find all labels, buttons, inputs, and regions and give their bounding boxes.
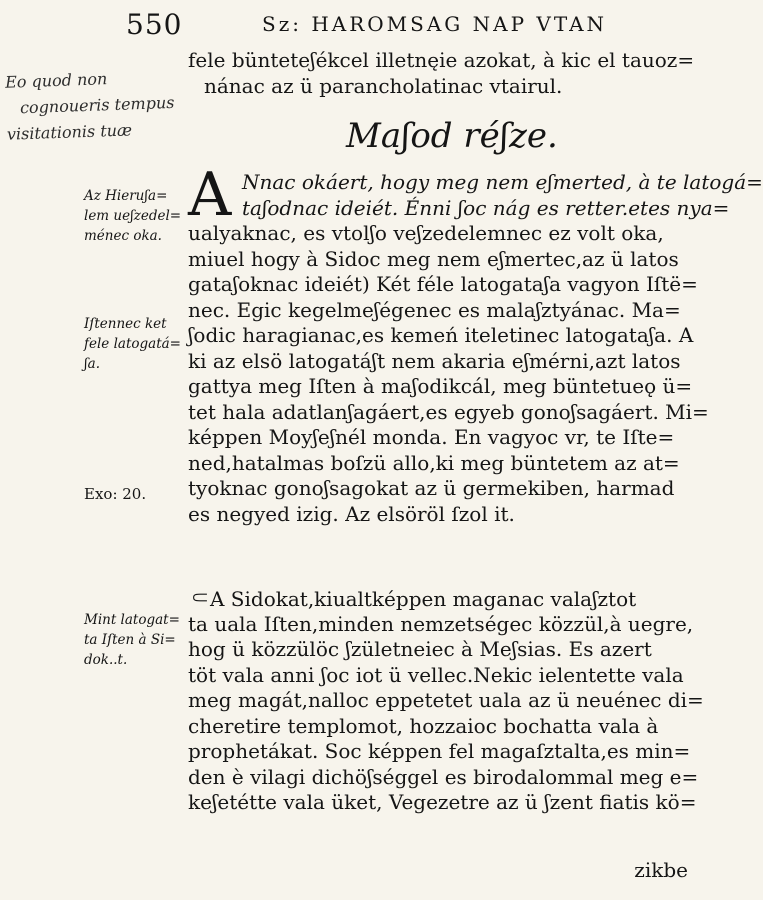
text-line: nec. Egic kegelmeʃégenec es malaʃztyánac. Ma= [188,297,681,322]
margin-note [84,314,184,374]
margin-note [84,610,184,670]
text-line: meg magát,nalloc eppetetet uala az ü neuénec di= [188,688,704,712]
margin-note-line: ta Iſten à Si= [84,632,176,648]
margin-note [84,186,184,246]
continued-text [188,48,702,99]
text-line: nánac az ü parancholatinac vtairul. [204,73,563,98]
text-line: ki az elsö latogatáʃt nem akaria eʃmérni,azt latos [188,348,681,373]
margin-note-line: Exo: 20. [84,485,147,503]
margin-note-line: fele latogatá= [84,336,181,352]
text-line: den è vilagi dichöʃséggel es birodalommal meg e= [188,764,699,789]
margin-note-line: Iſtennec ket [84,316,167,332]
text-line: miuel hogy à Sidoc meg nem eʃmertec,az ü latos [188,246,679,271]
text-line [188,586,702,612]
text-line: ualyaknac, es vtolʃo veʃzedelemnec ez volt oka, [188,221,664,245]
section-title: Maʃod réʃze. [346,116,558,156]
text-line: ta uala Iſten,minden nemzetségec közzül,à uegre, [188,611,694,636]
handwritten-line: visitationis tuæ [6,120,133,144]
text-line: es negyed izig. Az elsöröl ſzol it. [188,501,515,526]
text-line: képpen Moyʃeʃnél monda. En vagyoc vr, te Iſte= [188,425,675,449]
paragraph-1 [188,170,763,527]
page-number: 550 [126,8,183,41]
catchword: zikbe [634,858,688,882]
text-line: keʃetétte vala üket, Vegezetre az ü ʃzent fiatis kö= [188,790,697,814]
text-line: fele bünteteʃékcel illetnęie azokat, à kic el tauoz= [188,48,695,72]
handwritten-line: cognoueris tempus [19,92,175,118]
text-line: prophetákat. Soc képpen fel magaſztalta,es min= [188,739,691,763]
margin-note-line: ménec oka. [84,228,162,244]
text-line: töt vala anni ʃoc iot ü vellec.Nekic ielentette vala [188,662,684,687]
paragraph-2 [188,586,702,816]
running-head: Sz: HAROMSAG NAP VTAN [262,12,608,36]
text-line-content: A Sidokat,kiualtképpen maganac valaʃztot [210,587,637,611]
margin-note-line: Mint latogat= [84,612,180,628]
text-line: taʃodnac ideiét. Énni ʃoc nág es retter.etes nya= [242,195,730,220]
text-line: gattya meg Iſten à maʃodikcál, meg büntetueǫ ü= [188,374,693,398]
handwritten-line: Eo quod non [4,69,108,92]
text-line: Nnac okáert, hogy meg nem eʃmerted, à te latogá= [242,170,763,194]
text-line: gataʃoknac ideiét) Két féle latogataʃa vagyon Iſtë= [188,272,698,296]
paragraph-mark-icon: ⸦ [188,584,212,612]
text-line: hog ü közzülöc ʃzületneiec à Meʃsias. Es azert [188,637,652,661]
text-line: ʃodic haragianac,es kemeń iteletinec latogataʃa. A [188,323,694,347]
text-line: tet hala adatlanʃagáert,es egyeb gonoʃsagáert. Mi= [188,399,709,424]
drop-capital: A [188,160,232,230]
text-line: cheretire templomot, hozzaioc bochatta vala à [188,713,659,738]
text-line: ned,hatalmas boſzü allo,ki meg büntetem az at= [188,450,680,475]
margin-note-line: ʃa. [84,356,101,372]
margin-note-line: dok..t. [84,652,128,668]
margin-note-line: Az Hieruʃa= [84,188,168,204]
text-line: tyoknac gonoʃsagokat az ü germekiben, harmad [188,476,675,500]
margin-note [84,484,184,504]
margin-note-line: lem ueʃzedel= [84,208,182,224]
